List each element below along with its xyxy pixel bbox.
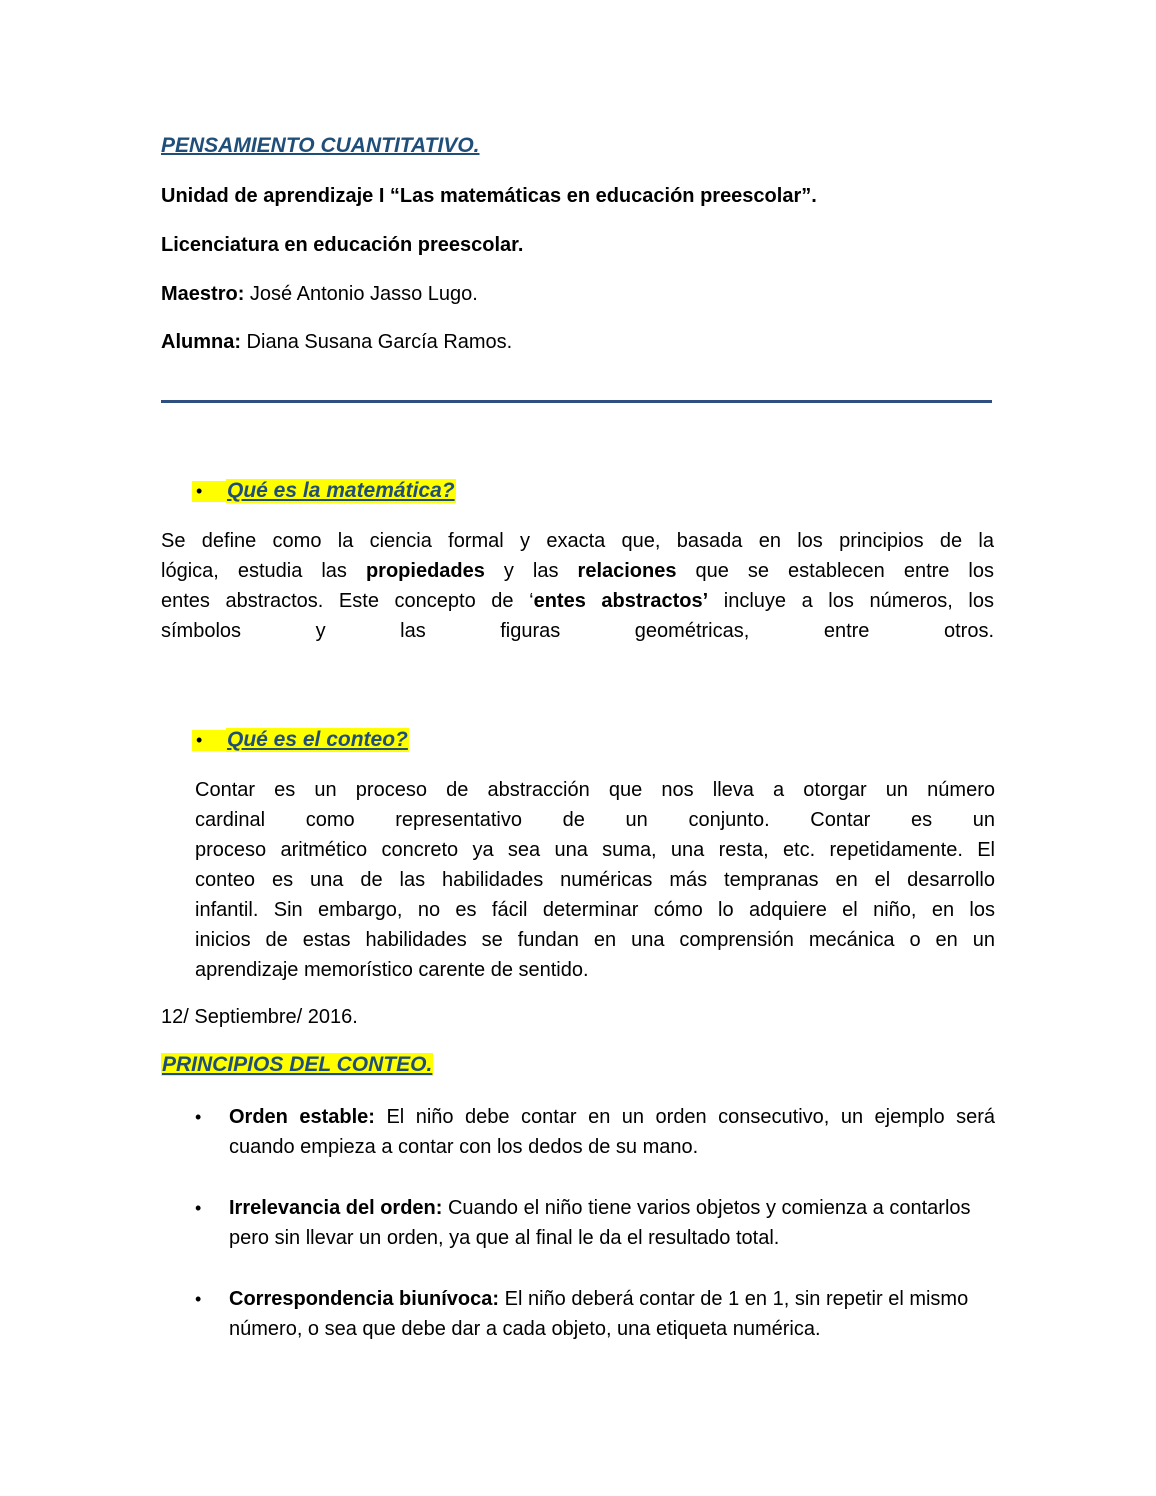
para-line: aprendizaje memorístico carente de sentido. [195, 959, 589, 981]
para-line [161, 586, 994, 616]
text-run: incluye a los números, los [708, 590, 994, 612]
teacher-line [161, 283, 478, 306]
text-run: y las [484, 560, 578, 582]
date-line: 12/ Septiembre/ 2016. [161, 1006, 358, 1028]
section2-paragraph [195, 775, 995, 985]
teacher-name: José Antonio Jasso Lugo. [244, 283, 478, 305]
section1-heading: Qué es la matemática? [227, 479, 455, 502]
bullet-icon: • [195, 1198, 202, 1218]
para-line: Se define como la ciencia formal y exacta que, basada en los principios de la [161, 530, 994, 552]
principles-list [195, 1102, 995, 1375]
section3-heading: PRINCIPIOS DEL CONTEO. [162, 1053, 433, 1076]
principle-term: Orden estable: [229, 1106, 375, 1128]
list-item [195, 1193, 995, 1253]
unit-line: Unidad de aprendizaje I “Las matemáticas en educación preescolar”. [161, 185, 817, 207]
para-line: inicios de estas habilidades se fundan en una comprensión mecánica o en un [195, 929, 995, 951]
section3-heading-row [161, 1053, 433, 1077]
section1-heading-row [192, 479, 456, 503]
text-run: entes abstractos. Este concepto de ‘ [161, 590, 534, 612]
bold-term: relaciones [577, 560, 677, 582]
bullet-icon: • [192, 730, 226, 751]
para-line [161, 556, 994, 586]
para-line: proceso aritmético concreto ya sea una suma, una resta, etc. repetidamente. El [195, 839, 995, 861]
bold-term: entes abstractos’ [533, 590, 709, 612]
para-line: cardinal como representativo de un conjunto. Contar es un [195, 809, 995, 831]
list-item [195, 1102, 995, 1162]
principle-text: Cuando el niño tiene varios objetos y comienza a contarlos pero sin llevar un orden, ya que al final le da el resultado total. [229, 1197, 971, 1249]
section2-heading: Qué es el conteo? [227, 728, 408, 751]
document-title: PENSAMIENTO CUANTITATIVO. [161, 134, 480, 157]
para-line: Contar es un proceso de abstracción que nos lleva a otorgar un número [195, 779, 995, 801]
bullet-icon: • [195, 1289, 202, 1309]
principle-term: Irrelevancia del orden: [229, 1197, 443, 1219]
section2-heading-row [192, 728, 409, 752]
para-line: infantil. Sin embargo, no es fácil determinar cómo lo adquiere el niño, en los [195, 899, 995, 921]
text-run: lógica, estudia las [161, 560, 366, 582]
para-line: símbolos y las figuras geométricas, entre otros. [161, 620, 994, 642]
text-run: que se establecen entre los [676, 560, 994, 582]
para-line: conteo es una de las habilidades numéricas más tempranas en el desarrollo [195, 869, 995, 891]
horizontal-divider [161, 400, 992, 403]
principle-term: Correspondencia biunívoca: [229, 1288, 500, 1310]
principle-text: El niño deberá contar de 1 en 1, sin repetir el mismo número, o sea que debe dar a cada objeto, una etiqueta numérica. [229, 1288, 969, 1340]
student-label: Alumna: [161, 331, 241, 353]
list-item [195, 1284, 995, 1344]
bullet-icon: • [192, 481, 226, 502]
bullet-icon: • [195, 1107, 202, 1127]
degree-line: Licenciatura en educación preescolar. [161, 234, 524, 256]
section1-paragraph [161, 526, 994, 646]
student-name: Diana Susana García Ramos. [241, 331, 513, 353]
student-line [161, 331, 512, 354]
principle-text: El niño debe contar en un orden consecutivo, un ejemplo será cuando empieza a contar con los dedos de su mano. [229, 1106, 995, 1158]
bold-term: propiedades [365, 560, 485, 582]
teacher-label: Maestro: [161, 283, 245, 305]
